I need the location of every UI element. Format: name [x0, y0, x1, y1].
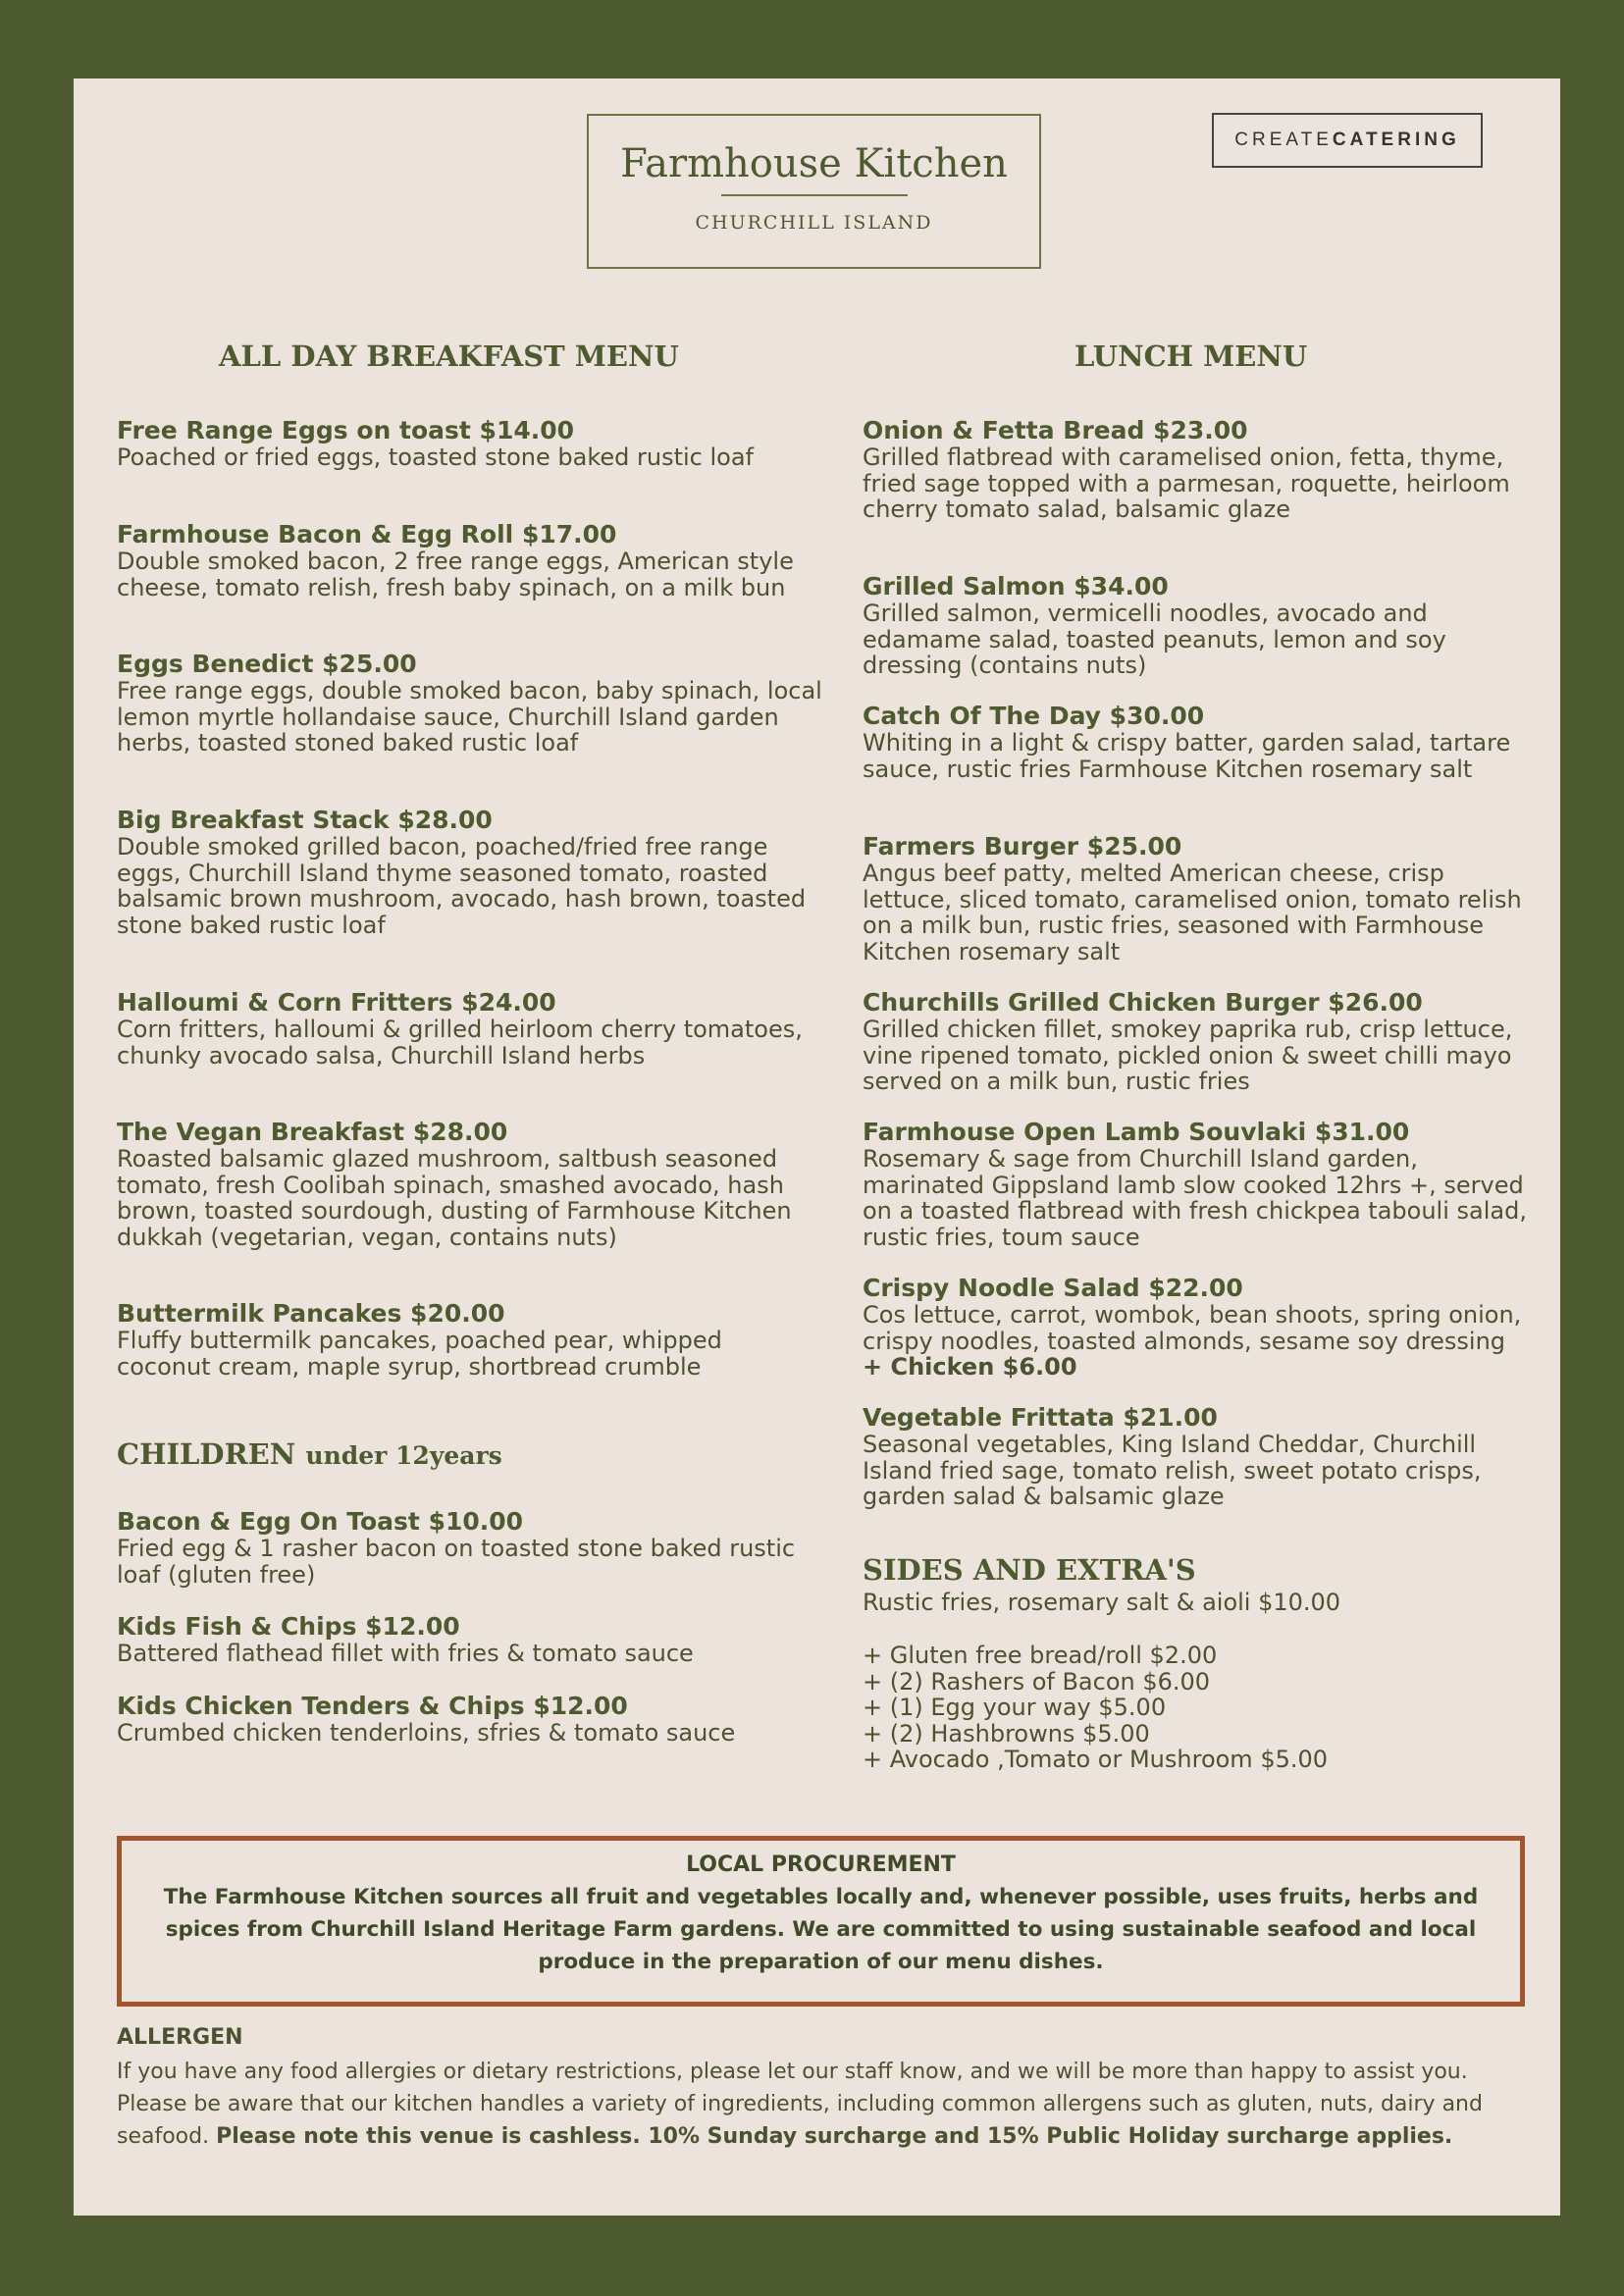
item-desc: Rosemary & sage from Churchill Island garden, marinated Gippsland lamb slow cooked 12hrs +, served on a toasted flatbread with fresh chickpea tabouli salad, rustic fries, toum sauce	[863, 1145, 1527, 1251]
item-title: Free Range Eggs on toast $14.00	[117, 416, 575, 444]
item-desc-text: Cos lettuce, carrot, wombok, bean shoots, spring onion, crispy noodles, toasted almonds, sesame soy dressing	[863, 1301, 1522, 1355]
item-title: Halloumi & Corn Fritters $24.00	[117, 988, 556, 1017]
item-title: Farmhouse Bacon & Egg Roll $17.00	[117, 520, 617, 548]
item-title: Crispy Noodle Salad $22.00	[863, 1274, 1243, 1302]
item-title: Big Breakfast Stack $28.00	[117, 806, 493, 834]
item-title: Bacon & Egg On Toast $10.00	[117, 1507, 524, 1536]
children-heading	[117, 1437, 502, 1471]
menu-item	[863, 1119, 1530, 1250]
logo-subtitle: CHURCHILL ISLAND	[695, 212, 933, 234]
item-desc: Crumbed chicken tenderloins, sfries & tomato sauce	[117, 1719, 736, 1747]
menu-item	[117, 989, 823, 1069]
procurement-title: LOCAL PROCUREMENT	[686, 1852, 956, 1877]
menu-item	[117, 807, 823, 938]
menu-item	[863, 1275, 1530, 1381]
item-title: Catch Of The Day $30.00	[863, 702, 1205, 730]
logo-name: Farmhouse Kitchen	[620, 141, 1008, 186]
menu-item	[863, 833, 1530, 965]
logo-divider	[721, 194, 908, 196]
create-catering-logo	[1212, 113, 1483, 168]
sides-heading: SIDES AND EXTRA'S	[863, 1553, 1196, 1587]
breakfast-heading: ALL DAY BREAKFAST MENU	[219, 339, 679, 373]
sides-extras-list	[863, 1643, 1328, 1773]
menu-item	[863, 573, 1530, 679]
children-heading-small: under 12years	[305, 1441, 502, 1470]
item-title: Onion & Fetta Bread $23.00	[863, 416, 1248, 444]
sides-extra-item: + (1) Egg your way $5.00	[863, 1694, 1167, 1721]
item-desc: Double smoked bacon, 2 free range eggs, American style cheese, tomato relish, fresh baby spinach, on a milk bun	[117, 548, 794, 601]
menu-item	[863, 1404, 1530, 1510]
item-extra: + Chicken $6.00	[863, 1353, 1077, 1381]
farmhouse-kitchen-logo	[587, 114, 1041, 269]
item-title: Grilled Salmon $34.00	[863, 572, 1169, 600]
sides-extra-item: + (2) Hashbrowns $5.00	[863, 1719, 1150, 1748]
item-desc: Whiting in a light & crispy batter, garden salad, tartare sauce, rustic fries Farmhouse Kitchen rosemary salt	[863, 729, 1511, 783]
lunch-heading: LUNCH MENU	[1074, 339, 1308, 373]
brand-light: CREATE	[1234, 130, 1333, 150]
sides-extra-item: + (2) Rashers of Bacon $6.00	[863, 1667, 1211, 1696]
brand-bold: CATERING	[1332, 130, 1460, 150]
menu-item	[117, 1300, 823, 1380]
menu-item	[863, 703, 1530, 782]
menu-item	[117, 417, 823, 471]
item-desc: Angus beef patty, melted American cheese, crisp lettuce, sliced tomato, caramelised onion, tomato relish on a milk bun, rustic fries, seasoned with Farmhouse Kitchen rosemary salt	[863, 860, 1522, 965]
item-desc: Grilled salmon, vermicelli noodles, avocado and edamame salad, toasted peanuts, lemon and soy dressing (contains nuts)	[863, 600, 1446, 679]
item-desc: Roasted balsamic glazed mushroom, saltbush seasoned tomato, fresh Coolibah spinach, smashed avocado, hash brown, toasted sourdough, dusting of Farmhouse Kitchen dukkah (vegetarian, vegan, contains nuts)	[117, 1145, 792, 1251]
menu-item	[117, 1613, 823, 1667]
menu-item	[863, 417, 1530, 523]
item-desc: Double smoked grilled bacon, poached/fried free range eggs, Churchill Island thyme seasoned tomato, roasted balsamic brown mushroom, avocado, hash brown, toasted stone baked rustic loaf	[117, 833, 807, 939]
menu-item	[117, 521, 823, 600]
item-desc: Seasonal vegetables, King Island Cheddar, Churchill Island fried sage, tomato relish, sweet potato crisps, garden salad & balsamic glaze	[863, 1431, 1482, 1510]
item-desc: Poached or fried eggs, toasted stone baked rustic loaf	[117, 444, 754, 471]
item-title: Kids Fish & Chips $12.00	[117, 1612, 460, 1641]
menu-item	[863, 989, 1530, 1095]
item-title: Kids Chicken Tenders & Chips $12.00	[117, 1692, 628, 1720]
allergen-section	[117, 2025, 1530, 2153]
item-desc: Fluffy buttermilk pancakes, poached pear, whipped coconut cream, maple syrup, shortbread crumble	[117, 1327, 722, 1381]
item-title: Farmers Burger $25.00	[863, 832, 1182, 861]
item-title: Vegetable Frittata $21.00	[863, 1403, 1218, 1432]
allergen-body	[117, 2056, 1530, 2153]
children-heading-main: CHILDREN	[117, 1437, 296, 1471]
menu-item	[117, 1508, 823, 1588]
menu-item	[117, 1693, 823, 1747]
allergen-text: If you have any food allergies or dietary restrictions, please let our staff know, and we will be more than happy to assist you. Please be aware that our kitchen handles a variety of ingredients, including common allergens such as gluten, nuts, dairy and seafood.	[117, 2060, 1483, 2149]
menu-item	[117, 1119, 823, 1250]
local-procurement-box	[117, 1836, 1525, 2007]
item-desc: Grilled flatbread with caramelised onion, fetta, thyme, fried sage topped with a parmesan, roquette, heirloom cherry tomato salad, balsamic glaze	[863, 444, 1510, 523]
item-desc	[863, 1302, 1530, 1381]
item-desc: Grilled chicken fillet, smokey paprika rub, crisp lettuce, vine ripened tomato, pickled onion & sweet chilli mayo served on a milk bun, rustic fries	[863, 1016, 1513, 1095]
item-title: The Vegan Breakfast $28.00	[117, 1118, 508, 1146]
item-desc: Free range eggs, double smoked bacon, baby spinach, local lemon myrtle hollandaise sauce, Churchill Island garden herbs, toasted stoned baked rustic loaf	[117, 677, 822, 757]
item-title: Eggs Benedict $25.00	[117, 650, 417, 678]
item-title: Churchills Grilled Chicken Burger $26.00	[863, 988, 1423, 1017]
sides-extra-item: + Gluten free bread/roll $2.00	[863, 1642, 1218, 1669]
allergen-bold-note: Please note this venue is cashless. 10% Sunday surcharge and 15% Public Holiday surcharge applies.	[216, 2124, 1453, 2149]
allergen-title: ALLERGEN	[117, 2025, 243, 2050]
menu-card	[74, 78, 1560, 2216]
procurement-body: The Farmhouse Kitchen sources all fruit and vegetables locally and, whenever possible, uses fruits, herbs and spices from Churchill Island Heritage Farm gardens. We are committed to using sustainable seafood and local produce in the preparation of our menu dishes.	[163, 1885, 1479, 1974]
menu-item	[117, 651, 823, 757]
sides-extra-item: + Avocado ,Tomato or Mushroom $5.00	[863, 1746, 1329, 1773]
item-desc: Corn fritters, halloumi & grilled heirloom cherry tomatoes, chunky avocado salsa, Churchill Island herbs	[117, 1016, 803, 1070]
item-title: Buttermilk Pancakes $20.00	[117, 1299, 505, 1328]
item-desc: Fried egg & 1 rasher bacon on toasted stone baked rustic loaf (gluten free)	[117, 1535, 796, 1589]
item-title: Farmhouse Open Lamb Souvlaki $31.00	[863, 1118, 1410, 1146]
item-desc: Battered flathead fillet with fries & tomato sauce	[117, 1640, 694, 1667]
sides-main: Rustic fries, rosemary salt & aioli $10.00	[863, 1589, 1341, 1616]
